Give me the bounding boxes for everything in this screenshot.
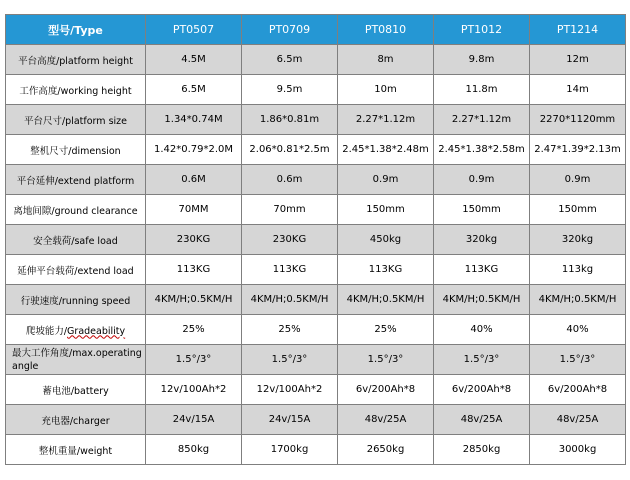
spec-value-cell: 11.8m xyxy=(434,75,530,105)
row-label: 工作高度/working height xyxy=(6,75,146,105)
spec-value-cell: 2.06*0.81*2.5m xyxy=(242,135,338,165)
spec-value-cell: 1700kg xyxy=(242,435,338,465)
spec-value-cell: 6v/200Ah*8 xyxy=(434,375,530,405)
header-model: PT0810 xyxy=(338,15,434,45)
spec-value-cell: 113KG xyxy=(434,255,530,285)
table-row xyxy=(6,75,626,105)
header-model: PT0507 xyxy=(146,15,242,45)
spec-value-cell: 12m xyxy=(530,45,626,75)
row-label: 延伸平台载荷/extend load xyxy=(6,255,146,285)
row-label: 安全载荷/safe load xyxy=(6,225,146,255)
spec-value-cell: 0.9m xyxy=(338,165,434,195)
spec-value-cell: 25% xyxy=(146,315,242,345)
spec-value-cell: 113KG xyxy=(146,255,242,285)
row-label-en: Gradeability xyxy=(67,325,126,337)
spec-value-cell: 2.27*1.12m xyxy=(434,105,530,135)
spec-value-cell: 320kg xyxy=(434,225,530,255)
spec-value-cell: 1.5°/3° xyxy=(530,345,626,375)
spec-value-cell: 3000kg xyxy=(530,435,626,465)
spec-value-cell: 113kg xyxy=(530,255,626,285)
spec-value-cell: 1.5°/3° xyxy=(338,345,434,375)
spec-value-cell: 1.42*0.79*2.0M xyxy=(146,135,242,165)
spec-value-cell: 320kg xyxy=(530,225,626,255)
spec-value-cell: 0.9m xyxy=(530,165,626,195)
spec-value-cell: 14m xyxy=(530,75,626,105)
spec-value-cell: 150mm xyxy=(434,195,530,225)
header-row xyxy=(6,15,626,45)
spec-value-cell: 4KM/H;0.5KM/H xyxy=(146,285,242,315)
spec-value-cell: 24v/15A xyxy=(146,405,242,435)
spec-value-cell: 113KG xyxy=(338,255,434,285)
row-label: 行驶速度/running speed xyxy=(6,285,146,315)
row-label: 离地间隙/ground clearance xyxy=(6,195,146,225)
spec-value-cell: 230KG xyxy=(146,225,242,255)
row-label: 整机重量/weight xyxy=(6,435,146,465)
spec-value-cell: 150mm xyxy=(530,195,626,225)
spec-value-cell: 1.5°/3° xyxy=(146,345,242,375)
spec-value-cell: 24v/15A xyxy=(242,405,338,435)
spec-value-cell: 113KG xyxy=(242,255,338,285)
spec-value-cell: 2.27*1.12m xyxy=(338,105,434,135)
table-row xyxy=(6,285,626,315)
spec-value-cell: 0.6M xyxy=(146,165,242,195)
header-model: PT1012 xyxy=(434,15,530,45)
spec-value-cell: 850kg xyxy=(146,435,242,465)
spec-value-cell: 0.6m xyxy=(242,165,338,195)
row-label: 最大工作角度/max.operating angle xyxy=(6,345,146,375)
spec-table-wrapper xyxy=(5,14,625,466)
spec-value-cell: 2.45*1.38*2.58m xyxy=(434,135,530,165)
table-row xyxy=(6,405,626,435)
spec-value-cell: 12v/100Ah*2 xyxy=(242,375,338,405)
spec-value-cell: 40% xyxy=(530,315,626,345)
header-model: PT1214 xyxy=(530,15,626,45)
header-model: PT0709 xyxy=(242,15,338,45)
row-label-cn: 爬坡能力/ xyxy=(25,325,68,337)
spec-value-cell: 2850kg xyxy=(434,435,530,465)
row-label: 平台尺寸/platform size xyxy=(6,105,146,135)
spec-value-cell: 6.5m xyxy=(242,45,338,75)
spec-value-cell: 12v/100Ah*2 xyxy=(146,375,242,405)
row-label: 整机尺寸/dimension xyxy=(6,135,146,165)
spec-value-cell: 6v/200Ah*8 xyxy=(530,375,626,405)
spec-value-cell: 70MM xyxy=(146,195,242,225)
spec-value-cell: 9.5m xyxy=(242,75,338,105)
row-label xyxy=(6,315,146,345)
table-row xyxy=(6,375,626,405)
table-row xyxy=(6,195,626,225)
spec-value-cell: 48v/25A xyxy=(434,405,530,435)
header-type-label: 型号/Type xyxy=(6,15,146,45)
spec-value-cell: 25% xyxy=(338,315,434,345)
spec-value-cell: 230KG xyxy=(242,225,338,255)
spec-value-cell: 9.8m xyxy=(434,45,530,75)
table-row xyxy=(6,315,626,345)
spec-table-body xyxy=(6,45,626,465)
table-row xyxy=(6,255,626,285)
spec-value-cell: 4KM/H;0.5KM/H xyxy=(434,285,530,315)
spec-value-cell: 4KM/H;0.5KM/H xyxy=(530,285,626,315)
spec-value-cell: 6v/200Ah*8 xyxy=(338,375,434,405)
spec-value-cell: 48v/25A xyxy=(338,405,434,435)
spec-value-cell: 70mm xyxy=(242,195,338,225)
table-row xyxy=(6,105,626,135)
spec-value-cell: 0.9m xyxy=(434,165,530,195)
spec-value-cell: 2.47*1.39*2.13m xyxy=(530,135,626,165)
spec-value-cell: 25% xyxy=(242,315,338,345)
spec-value-cell: 40% xyxy=(434,315,530,345)
table-row xyxy=(6,435,626,465)
spec-value-cell: 150mm xyxy=(338,195,434,225)
spec-value-cell: 2270*1120mm xyxy=(530,105,626,135)
spec-value-cell: 10m xyxy=(338,75,434,105)
row-label: 平台高度/platform height xyxy=(6,45,146,75)
spec-value-cell: 1.34*0.74M xyxy=(146,105,242,135)
spec-value-cell: 1.5°/3° xyxy=(242,345,338,375)
spec-value-cell: 8m xyxy=(338,45,434,75)
spec-value-cell: 2650kg xyxy=(338,435,434,465)
spec-value-cell: 48v/25A xyxy=(530,405,626,435)
spec-value-cell: 1.86*0.81m xyxy=(242,105,338,135)
row-label: 平台延伸/extend platform xyxy=(6,165,146,195)
spec-value-cell: 2.45*1.38*2.48m xyxy=(338,135,434,165)
spec-value-cell: 1.5°/3° xyxy=(434,345,530,375)
row-label: 蓄电池/battery xyxy=(6,375,146,405)
table-row xyxy=(6,135,626,165)
spec-value-cell: 450kg xyxy=(338,225,434,255)
table-row xyxy=(6,225,626,255)
table-row xyxy=(6,45,626,75)
spec-value-cell: 6.5M xyxy=(146,75,242,105)
table-row xyxy=(6,345,626,375)
spec-value-cell: 4.5M xyxy=(146,45,242,75)
spec-value-cell: 4KM/H;0.5KM/H xyxy=(242,285,338,315)
table-row xyxy=(6,165,626,195)
spec-value-cell: 4KM/H;0.5KM/H xyxy=(338,285,434,315)
spec-table xyxy=(5,14,626,465)
row-label: 充电器/charger xyxy=(6,405,146,435)
